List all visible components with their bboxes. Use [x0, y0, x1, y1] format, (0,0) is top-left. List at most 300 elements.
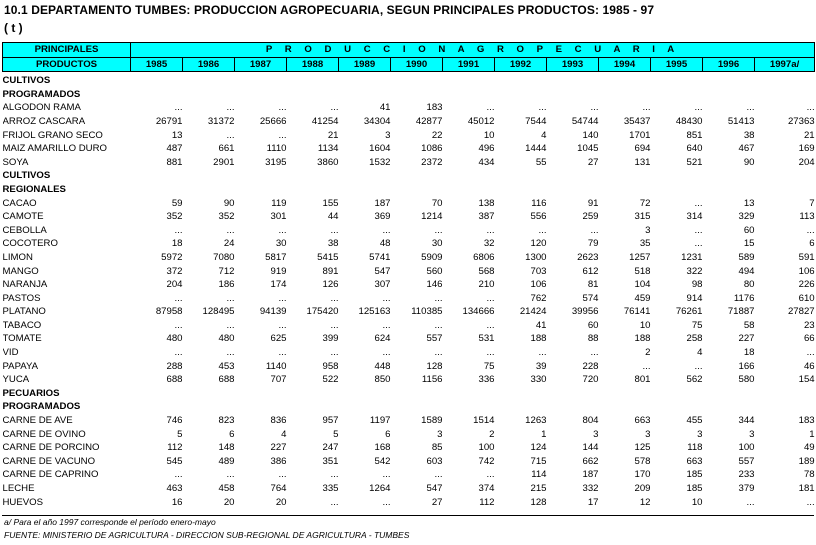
- value-cell: 181: [798, 483, 815, 494]
- table-row: [3, 496, 815, 510]
- value-cell: 24: [223, 238, 235, 250]
- value-cell: 3: [749, 428, 755, 440]
- unit-label: ( t ): [4, 21, 23, 35]
- value-cell: 119: [271, 197, 287, 209]
- value-cell: 30: [431, 238, 443, 250]
- value-cell: ...: [226, 347, 235, 359]
- value-cell: 1156: [421, 374, 443, 386]
- value-cell: 183: [798, 415, 815, 427]
- value-cell: 42877: [415, 115, 443, 127]
- value-cell: 434: [478, 156, 495, 168]
- value-cell: 60: [587, 319, 599, 331]
- value-cell: ...: [226, 129, 235, 141]
- value-cell: 4: [281, 428, 287, 440]
- product-label: NARANJA: [2, 279, 48, 291]
- section-label: PECUARIOS: [2, 387, 60, 399]
- value-cell: ...: [382, 469, 391, 481]
- value-cell: ...: [486, 319, 495, 331]
- value-cell: 3: [697, 428, 703, 440]
- value-cell: ...: [434, 347, 443, 359]
- value-cell: ...: [174, 292, 183, 304]
- value-cell: 560: [426, 265, 443, 277]
- value-cell: 233: [738, 469, 755, 481]
- section-row: [3, 88, 815, 102]
- value-cell: 344: [738, 415, 755, 427]
- value-cell: ...: [434, 469, 443, 481]
- value-cell: 4: [697, 347, 703, 359]
- value-cell: 258: [686, 333, 703, 345]
- year-header-11: 1996: [703, 57, 755, 72]
- value-cell: 22: [431, 129, 443, 141]
- value-cell: 715: [530, 455, 547, 467]
- value-cell: 116: [531, 197, 547, 209]
- value-cell: 372: [166, 265, 183, 277]
- value-cell: ...: [486, 347, 495, 359]
- value-cell: 15: [743, 238, 755, 250]
- value-cell: ...: [434, 292, 443, 304]
- table-row: [3, 197, 815, 211]
- value-cell: 78: [803, 469, 815, 481]
- value-cell: 496: [478, 143, 495, 155]
- value-cell: 6: [809, 238, 815, 250]
- value-cell: 46: [803, 360, 815, 372]
- value-cell: 30: [275, 238, 287, 250]
- table-row: [3, 115, 815, 129]
- value-cell: 1214: [421, 211, 443, 223]
- value-cell: 1264: [369, 483, 391, 494]
- value-cell: 5909: [421, 251, 443, 263]
- value-cell: 34304: [363, 115, 391, 127]
- value-cell: ...: [382, 347, 391, 359]
- value-cell: 6: [229, 428, 235, 440]
- value-cell: 335: [322, 483, 339, 494]
- product-label: ALGODON RAMA: [2, 102, 81, 114]
- table-row: [3, 265, 815, 279]
- value-cell: 458: [218, 483, 235, 494]
- value-cell: ...: [590, 224, 599, 236]
- value-cell: 624: [374, 333, 391, 345]
- value-cell: 1514: [473, 415, 495, 427]
- value-cell: 227: [270, 442, 287, 454]
- value-cell: 2: [645, 347, 651, 359]
- value-cell: 480: [218, 333, 235, 345]
- value-cell: 60: [743, 224, 755, 236]
- value-cell: 1257: [629, 251, 651, 263]
- section-label: PROGRAMADOS: [2, 88, 81, 100]
- value-cell: ...: [278, 347, 287, 359]
- value-cell: 578: [634, 455, 651, 467]
- value-cell: 480: [166, 333, 183, 345]
- value-cell: 919: [270, 265, 287, 277]
- table-row: [3, 305, 815, 319]
- section-row: [3, 387, 815, 401]
- section-row: [3, 183, 815, 197]
- value-cell: 663: [634, 415, 651, 427]
- value-cell: 27: [431, 496, 443, 508]
- value-cell: 547: [374, 265, 391, 277]
- value-cell: 958: [322, 360, 339, 372]
- value-cell: 1604: [369, 143, 391, 155]
- value-cell: 35437: [623, 115, 651, 127]
- value-cell: ...: [278, 224, 287, 236]
- value-cell: 1300: [525, 251, 547, 263]
- product-label: PAPAYA: [2, 360, 39, 372]
- value-cell: 128: [530, 496, 547, 508]
- value-cell: 5817: [265, 251, 287, 263]
- value-cell: 288: [166, 360, 183, 372]
- product-label: HUEVOS: [2, 496, 44, 508]
- value-cell: 1589: [421, 415, 443, 427]
- value-cell: 688: [166, 374, 183, 386]
- value-cell: 124: [530, 442, 547, 454]
- value-cell: 823: [218, 415, 235, 427]
- value-cell: 259: [582, 211, 599, 223]
- value-cell: 90: [223, 197, 235, 209]
- table-row: [3, 319, 815, 333]
- value-cell: 204: [166, 279, 183, 291]
- value-cell: 1701: [629, 129, 651, 141]
- value-cell: ...: [590, 347, 599, 359]
- value-cell: 189: [798, 455, 815, 467]
- table-row: [3, 414, 815, 428]
- value-cell: 72: [639, 197, 651, 209]
- value-cell: 90: [743, 156, 755, 168]
- product-label: TOMATE: [2, 333, 42, 345]
- value-cell: ...: [694, 224, 703, 236]
- value-cell: 49: [803, 442, 815, 454]
- value-cell: 5741: [369, 251, 391, 263]
- value-cell: 603: [426, 455, 443, 467]
- section-row: [3, 72, 815, 88]
- footer-divider: [2, 515, 814, 516]
- value-cell: 45012: [467, 115, 495, 127]
- value-cell: ...: [174, 469, 183, 481]
- value-cell: 467: [738, 143, 755, 155]
- value-cell: 204: [798, 156, 815, 168]
- value-cell: ...: [278, 469, 287, 481]
- product-label: CARNE DE CAPRINO: [2, 469, 99, 481]
- product-label: SOYA: [2, 156, 29, 168]
- value-cell: 185: [686, 483, 703, 494]
- value-cell: 188: [530, 333, 547, 345]
- value-cell: ...: [278, 129, 287, 141]
- value-cell: 1110: [266, 143, 287, 155]
- value-cell: ...: [694, 238, 703, 250]
- value-cell: 125: [634, 442, 651, 454]
- section-row: [3, 169, 815, 183]
- value-cell: 459: [634, 292, 651, 304]
- value-cell: 352: [166, 211, 183, 223]
- value-cell: ...: [486, 224, 495, 236]
- value-cell: 134666: [462, 306, 495, 318]
- value-cell: 71887: [727, 306, 755, 318]
- value-cell: 957: [322, 415, 339, 427]
- value-cell: 187: [582, 469, 599, 481]
- value-cell: 120: [530, 238, 547, 250]
- value-cell: 20: [223, 496, 235, 508]
- value-cell: 707: [270, 374, 287, 386]
- value-cell: 580: [738, 374, 755, 386]
- value-cell: ...: [226, 319, 235, 331]
- value-cell: 146: [426, 279, 443, 291]
- value-cell: 18: [171, 238, 183, 250]
- value-cell: ...: [174, 102, 183, 114]
- value-cell: 662: [582, 455, 599, 467]
- value-cell: 850: [374, 374, 391, 386]
- value-cell: 3: [645, 224, 651, 236]
- value-cell: 387: [478, 211, 495, 223]
- value-cell: 110385: [411, 306, 443, 318]
- value-cell: ...: [330, 469, 339, 481]
- value-cell: ...: [278, 102, 287, 114]
- value-cell: 118: [687, 442, 703, 454]
- value-cell: 3195: [265, 156, 287, 168]
- year-header-7: 1992: [495, 57, 547, 72]
- value-cell: 39956: [571, 306, 599, 318]
- value-cell: 27827: [787, 306, 815, 318]
- value-cell: 169: [798, 143, 815, 155]
- value-cell: ...: [806, 102, 815, 114]
- source-note: FUENTE: MINISTERIO DE AGRICULTURA - DIRECCION SUB-REGIONAL DE AGRICULTURA - TUMBES: [4, 530, 410, 540]
- value-cell: ...: [330, 102, 339, 114]
- value-cell: ...: [226, 102, 235, 114]
- product-label: MAIZ AMARILLO DURO: [2, 143, 107, 155]
- value-cell: 379: [738, 483, 755, 494]
- value-cell: 399: [322, 333, 339, 345]
- value-cell: 1140: [265, 360, 287, 372]
- value-cell: 80: [743, 279, 755, 291]
- value-cell: 41254: [311, 115, 339, 127]
- value-cell: 3: [385, 129, 391, 141]
- value-cell: 75: [691, 319, 703, 331]
- table-row: [3, 237, 815, 251]
- value-cell: 168: [374, 442, 391, 454]
- product-label: CARNE DE VACUNO: [2, 455, 96, 467]
- value-cell: 352: [218, 211, 235, 223]
- value-cell: 154: [798, 374, 815, 386]
- value-cell: 521: [686, 156, 703, 168]
- year-header-5: 1990: [391, 57, 443, 72]
- section-label: CULTIVOS: [2, 75, 51, 87]
- value-cell: 2: [489, 428, 495, 440]
- value-cell: 81: [587, 279, 599, 291]
- section-row: [3, 400, 815, 414]
- section-label: REGIONALES: [2, 183, 66, 195]
- year-header-4: 1989: [339, 57, 391, 72]
- value-cell: 712: [218, 265, 235, 277]
- year-header-row: [3, 57, 815, 72]
- value-cell: ...: [486, 102, 495, 114]
- value-cell: 1444: [525, 143, 547, 155]
- value-cell: 6: [385, 428, 391, 440]
- value-cell: ...: [330, 292, 339, 304]
- value-cell: 39: [535, 360, 547, 372]
- value-cell: 23: [803, 319, 815, 331]
- value-cell: 59: [171, 197, 183, 209]
- value-cell: 128: [426, 360, 443, 372]
- value-cell: ...: [746, 496, 755, 508]
- value-cell: 3: [645, 428, 651, 440]
- year-header-3: 1988: [287, 57, 339, 72]
- value-cell: 374: [478, 483, 495, 494]
- value-cell: 322: [686, 265, 703, 277]
- value-cell: 55: [535, 156, 547, 168]
- value-cell: 556: [530, 211, 547, 223]
- value-cell: 104: [634, 279, 651, 291]
- value-cell: 6806: [473, 251, 495, 263]
- value-cell: 1045: [577, 143, 599, 155]
- value-cell: ...: [278, 292, 287, 304]
- value-cell: 144: [582, 442, 599, 454]
- value-cell: 891: [322, 265, 339, 277]
- value-cell: 25666: [259, 115, 287, 127]
- value-cell: 186: [218, 279, 235, 291]
- value-cell: 494: [738, 265, 755, 277]
- value-cell: 851: [686, 129, 703, 141]
- value-cell: ...: [746, 102, 755, 114]
- value-cell: 1197: [369, 415, 391, 427]
- year-header-6: 1991: [443, 57, 495, 72]
- value-cell: 448: [374, 360, 391, 372]
- value-cell: 75: [483, 360, 495, 372]
- value-cell: 518: [634, 265, 651, 277]
- value-cell: 764: [270, 483, 287, 494]
- section-label: PROGRAMADOS: [2, 401, 81, 413]
- table-row: [3, 129, 815, 143]
- year-header-12: 1997a/: [755, 57, 815, 72]
- value-cell: 228: [582, 360, 599, 372]
- value-cell: 10: [639, 319, 651, 331]
- value-cell: 369: [374, 211, 391, 223]
- value-cell: 612: [582, 265, 599, 277]
- value-cell: 801: [634, 374, 651, 386]
- value-cell: 7544: [525, 115, 547, 127]
- value-cell: 720: [582, 374, 599, 386]
- value-cell: 94139: [259, 306, 287, 318]
- table-row: [3, 373, 815, 387]
- value-cell: 487: [166, 143, 183, 155]
- value-cell: 48430: [675, 115, 703, 127]
- value-cell: 13: [171, 129, 183, 141]
- value-cell: 1263: [525, 415, 547, 427]
- value-cell: ...: [642, 360, 651, 372]
- value-cell: ...: [806, 224, 815, 236]
- value-cell: 562: [686, 374, 703, 386]
- product-label: CARNE DE OVINO: [2, 428, 86, 440]
- value-cell: 661: [218, 143, 235, 155]
- value-cell: 227: [738, 333, 755, 345]
- table-row: [3, 441, 815, 455]
- value-cell: 10: [691, 496, 703, 508]
- product-label: CACAO: [2, 197, 37, 209]
- value-cell: 26791: [155, 115, 183, 127]
- value-cell: 2901: [213, 156, 235, 168]
- value-cell: ...: [538, 347, 547, 359]
- value-cell: ...: [330, 496, 339, 508]
- value-cell: 27363: [787, 115, 815, 127]
- value-cell: 7080: [213, 251, 235, 263]
- page-title: 10.1 DEPARTAMENTO TUMBES: PRODUCCION AGROPECUARIA, SEGUN PRINCIPALES PRODUCTOS: 1985 - 97: [4, 3, 655, 17]
- header-principales: PRINCIPALES: [3, 43, 131, 58]
- value-cell: 185: [686, 469, 703, 481]
- value-cell: 98: [691, 279, 703, 291]
- value-cell: 557: [426, 333, 443, 345]
- value-cell: 547: [426, 483, 443, 494]
- value-cell: 38: [327, 238, 339, 250]
- value-cell: 688: [218, 374, 235, 386]
- value-cell: 38: [743, 129, 755, 141]
- value-cell: 210: [478, 279, 495, 291]
- value-cell: 13: [743, 197, 755, 209]
- value-cell: ...: [642, 102, 651, 114]
- value-cell: 2623: [577, 251, 599, 263]
- value-cell: 568: [478, 265, 495, 277]
- year-header-8: 1993: [547, 57, 599, 72]
- value-cell: 18: [743, 347, 755, 359]
- year-header-10: 1995: [651, 57, 703, 72]
- table-row: [3, 482, 815, 496]
- value-cell: 87958: [155, 306, 183, 318]
- value-cell: 17: [587, 496, 599, 508]
- value-cell: 3860: [317, 156, 339, 168]
- value-cell: ...: [174, 347, 183, 359]
- value-cell: 762: [530, 292, 547, 304]
- table-row: [3, 360, 815, 374]
- value-cell: 183: [426, 102, 443, 114]
- value-cell: 16: [171, 496, 183, 508]
- value-cell: 455: [686, 415, 703, 427]
- value-cell: 112: [167, 442, 183, 454]
- value-cell: 44: [327, 211, 339, 223]
- table-row: [3, 251, 815, 265]
- value-cell: 20: [275, 496, 287, 508]
- header-produccion-agropecuaria: P R O D U C C I O N A G R O P E C U A R I A: [131, 43, 815, 58]
- value-cell: 5972: [161, 251, 183, 263]
- value-cell: 76261: [675, 306, 703, 318]
- value-cell: ...: [330, 319, 339, 331]
- value-cell: ...: [174, 319, 183, 331]
- value-cell: 4: [541, 129, 547, 141]
- year-header-9: 1994: [599, 57, 651, 72]
- value-cell: 307: [374, 279, 391, 291]
- product-label: ARROZ CASCARA: [2, 115, 86, 127]
- value-cell: 66: [803, 333, 815, 345]
- value-cell: 1231: [681, 251, 703, 263]
- product-label: YUCA: [2, 374, 30, 386]
- section-label: CULTIVOS: [2, 170, 51, 182]
- value-cell: 522: [322, 374, 339, 386]
- value-cell: ...: [486, 469, 495, 481]
- product-label: VID: [2, 347, 19, 359]
- value-cell: 188: [634, 333, 651, 345]
- table-row: [3, 455, 815, 469]
- year-header-1: 1986: [183, 57, 235, 72]
- value-cell: 12: [639, 496, 651, 508]
- value-cell: 131: [634, 156, 651, 168]
- value-cell: ...: [806, 347, 815, 359]
- value-cell: ...: [382, 319, 391, 331]
- value-cell: 2372: [421, 156, 443, 168]
- value-cell: 5: [333, 428, 339, 440]
- value-cell: ...: [226, 469, 235, 481]
- value-cell: 174: [270, 279, 287, 291]
- value-cell: ...: [694, 102, 703, 114]
- value-cell: ...: [330, 347, 339, 359]
- value-cell: 804: [582, 415, 599, 427]
- product-label: FRIJOL GRANO SECO: [2, 129, 103, 141]
- product-label: LIMON: [2, 251, 33, 263]
- value-cell: 58: [743, 319, 755, 331]
